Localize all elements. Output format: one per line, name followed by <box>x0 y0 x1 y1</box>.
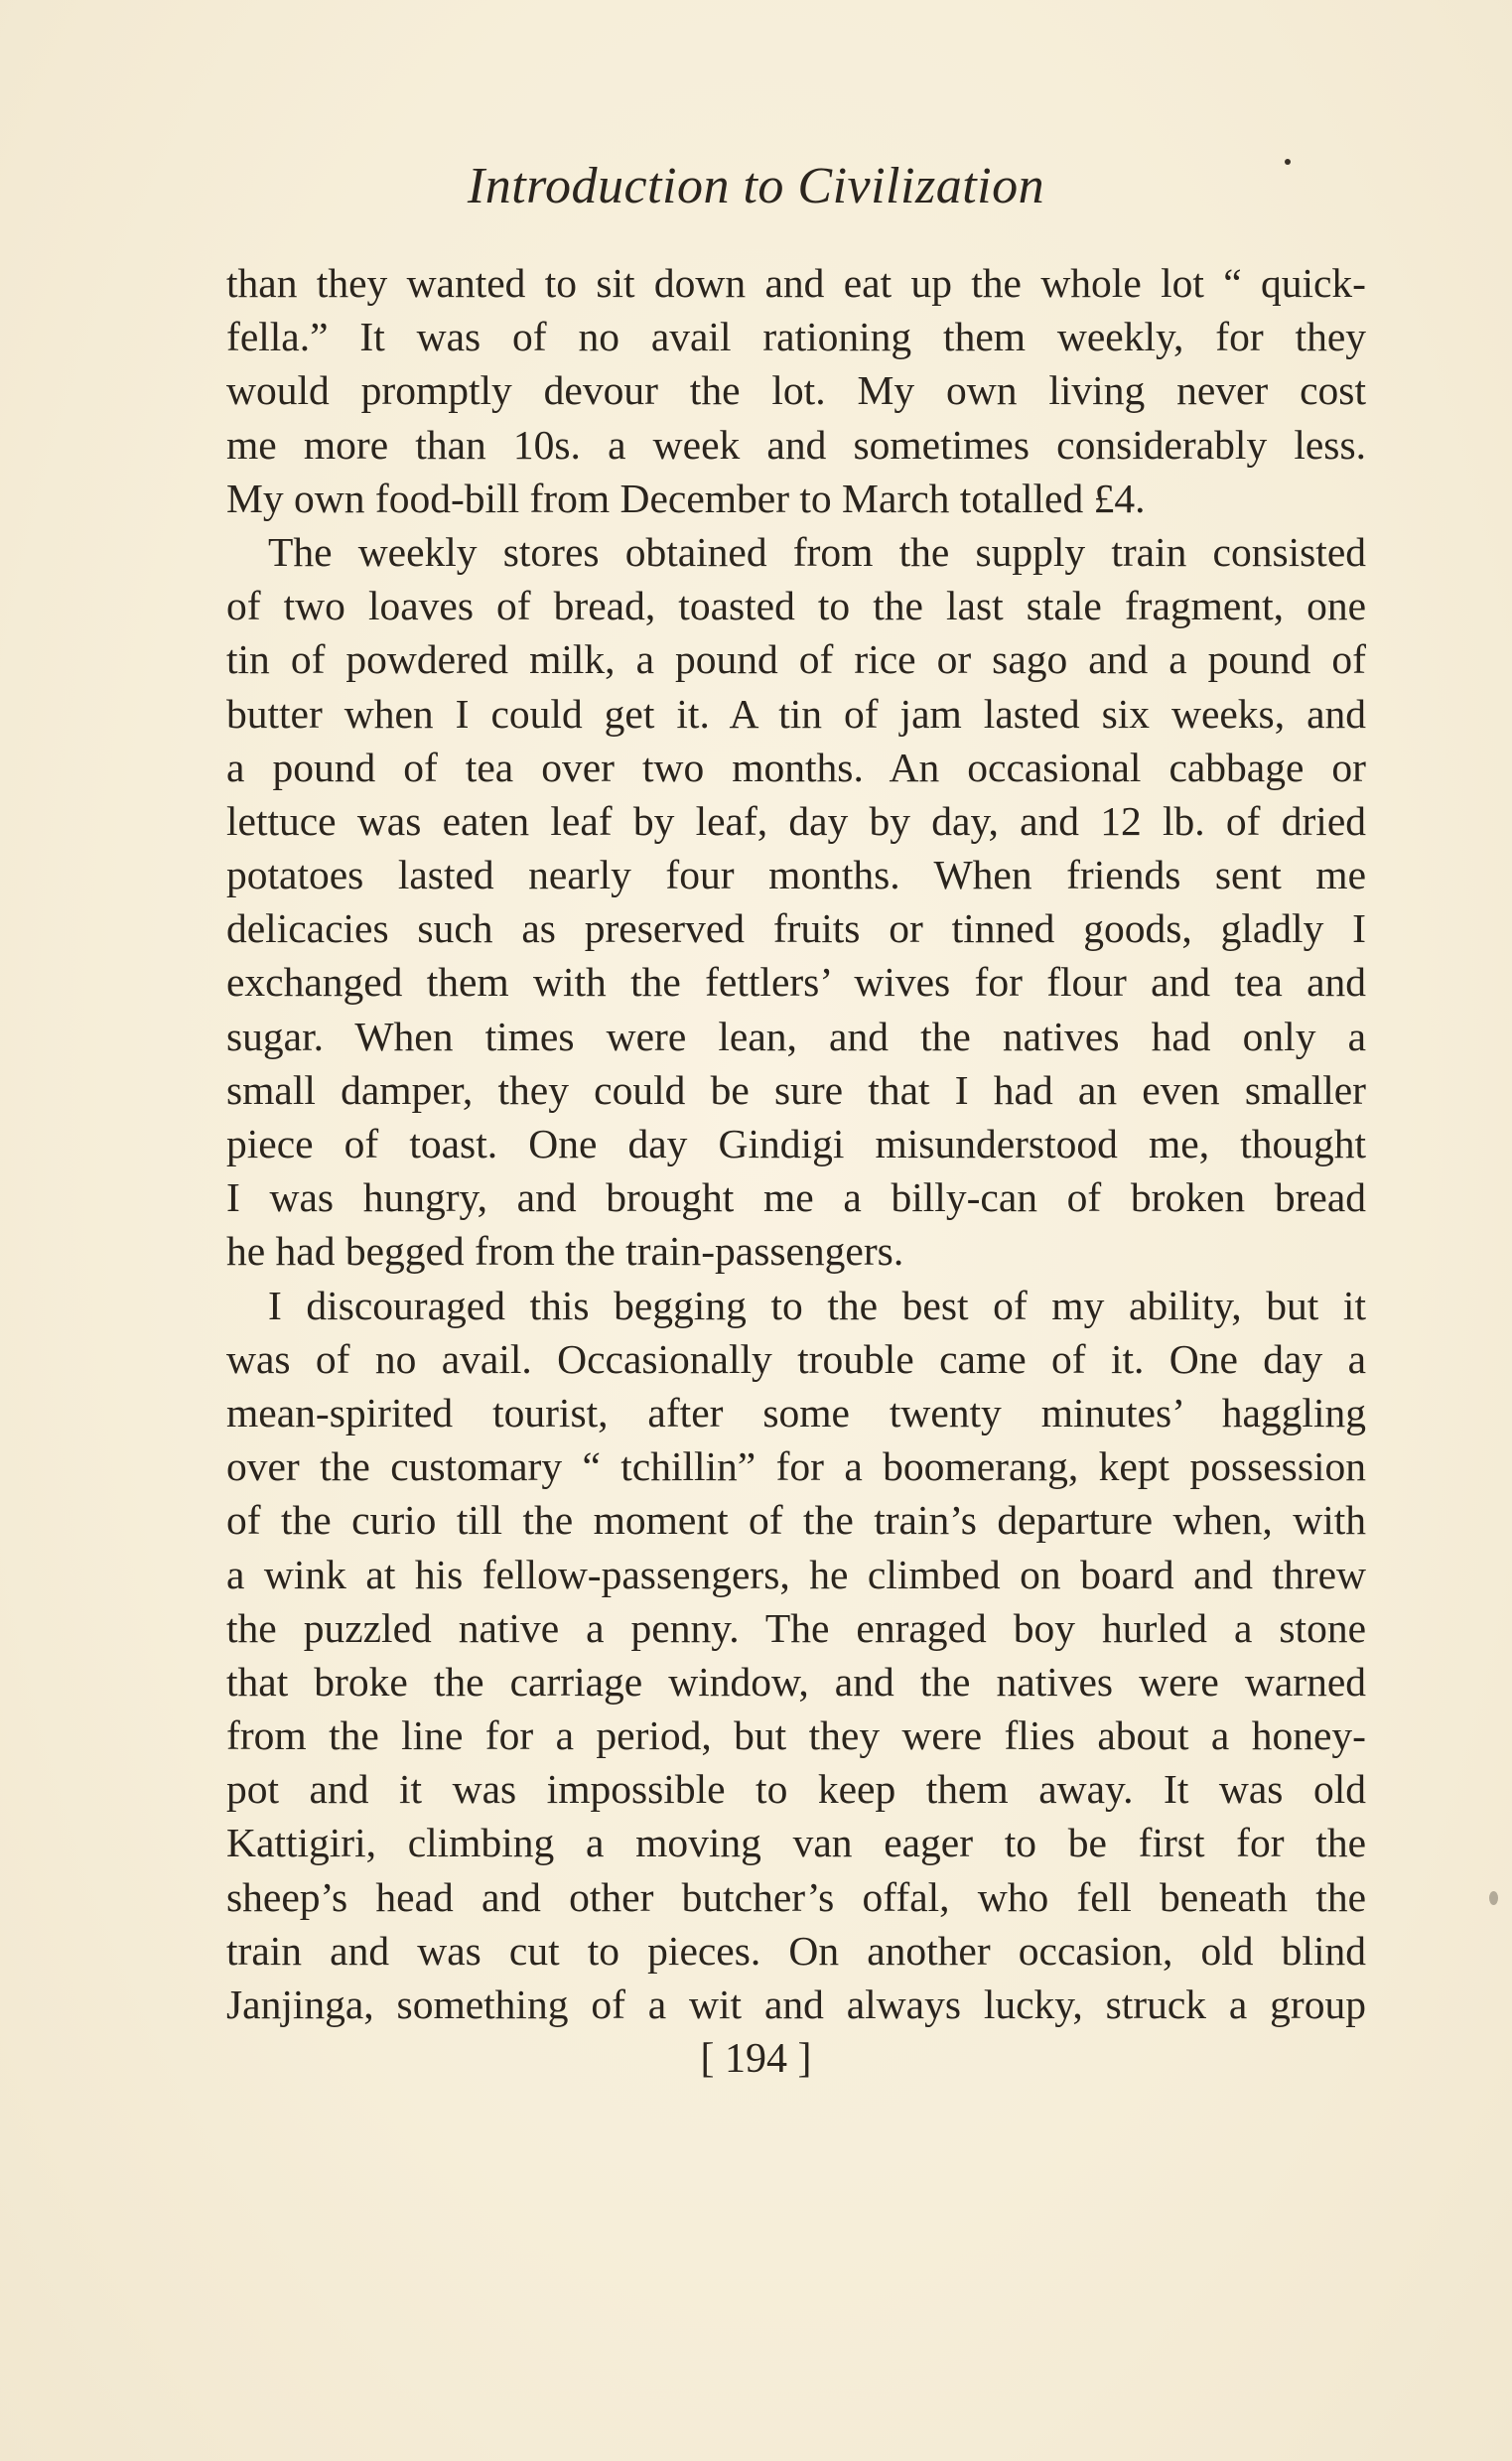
text-line: he had begged from the train-passengers. <box>226 1228 904 1275</box>
text-line: was of no avail. Occasionally trouble came of it. One day a <box>226 1335 1366 1382</box>
text-line: that broke the carriage window, and the natives were warned <box>226 1658 1366 1705</box>
text-line: from the line for a period, but they were flies about a honey- <box>226 1712 1366 1759</box>
text-line: potatoes lasted nearly four months. When friends sent me <box>226 852 1366 898</box>
text-line: Janjinga, something of a wit and always lucky, struck a group <box>226 1982 1366 2027</box>
text-line: My own food-bill from December to March totalled £4. <box>226 475 1146 521</box>
paper-speck <box>1285 159 1291 165</box>
text-line: over the customary “ tchillin” for a boomerang, kept possession <box>226 1443 1366 1490</box>
text-line: a pound of tea over two months. An occasional cabbage or <box>226 744 1366 790</box>
paragraph-first-line: The weekly stores obtained from the supply train consisted <box>268 528 1366 575</box>
text-line: small damper, they could be sure that I had an even smaller <box>226 1066 1366 1113</box>
text-line: pot and it was impossible to keep them away. It was old <box>226 1766 1366 1813</box>
text-line: exchanged them with the fettlers’ wives for flour and tea and <box>226 959 1366 1006</box>
text-line: sheep’s head and other butcher’s offal, who fell beneath the <box>226 1873 1366 1920</box>
text-line: piece of toast. One day Gindigi misunderstood me, thought <box>226 1121 1366 1166</box>
text-line: I was hungry, and brought me a billy-can of broken bread <box>226 1174 1366 1221</box>
page-number: [ 194 ] <box>700 2036 812 2082</box>
running-head: Introduction to Civilization <box>467 158 1045 214</box>
text-line: tin of powdered milk, a pound of rice or sago and a pound of <box>226 636 1366 683</box>
text-line: sugar. When times were lean, and the natives had only a <box>226 1013 1366 1059</box>
paragraph-first-line: I discouraged this begging to the best of my ability, but it <box>268 1282 1366 1328</box>
text-line: of two loaves of bread, toasted to the last stale fragment, one <box>226 583 1366 629</box>
text-line: than they wanted to sit down and eat up the whole lot “ quick- <box>226 260 1366 306</box>
text-line: mean-spirited tourist, after some twenty minutes’ haggling <box>226 1389 1366 1436</box>
text-line: a wink at his fellow-passengers, he climbed on board and threw <box>226 1551 1366 1597</box>
text-line: lettuce was eaten leaf by leaf, day by day, and 12 lb. of dried <box>226 797 1366 844</box>
text-line: the puzzled native a penny. The enraged boy hurled a stone <box>226 1604 1366 1651</box>
text-line: of the curio till the moment of the train’s departure when, with <box>226 1497 1366 1544</box>
text-line: train and was cut to pieces. On another occasion, old blind <box>226 1927 1366 1974</box>
text-line: fella.” It was of no avail rationing them weekly, for they <box>226 314 1366 360</box>
text-line: delicacies such as preserved fruits or tinned goods, gladly I <box>226 905 1366 952</box>
text-line: would promptly devour the lot. My own living never cost <box>226 367 1366 414</box>
text-line: butter when I could get it. A tin of jam lasted six weeks, and <box>226 690 1366 737</box>
paper-speck <box>1489 1891 1498 1905</box>
text-line: me more than 10s. a week and sometimes considerably less. <box>226 421 1366 468</box>
body-text <box>226 256 1366 2031</box>
text-line: Kattigiri, climbing a moving van eager to be first for the <box>226 1820 1366 1866</box>
